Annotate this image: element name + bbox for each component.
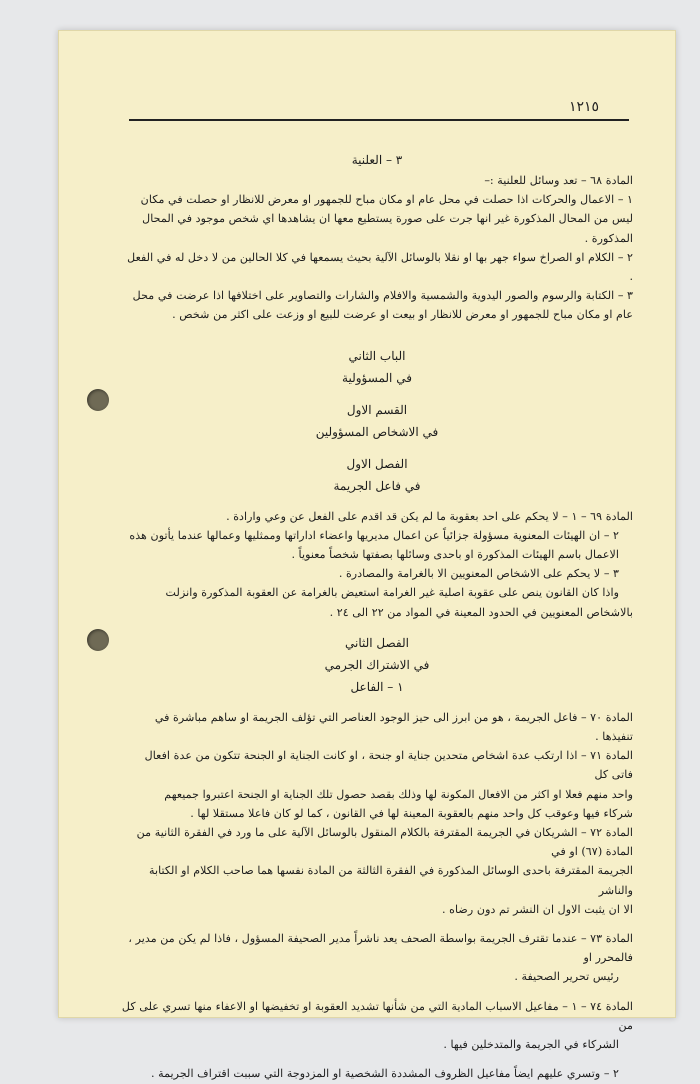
article-74-line: الشركاء في الجريمة والمتدخلين فيها . bbox=[443, 1038, 619, 1052]
article-68-line: ليس من المحال المذكورة غير انها جرت على صورة يستطيع معها ان يشاهدها اي شخص موجود في المحال المذكورة . bbox=[142, 212, 633, 245]
document-page bbox=[58, 30, 676, 1081]
header-rule bbox=[129, 119, 629, 121]
binder-hole bbox=[87, 629, 109, 651]
article-73-line: المادة ٧٣ – عندما تقترف الجريمة بواسطة الصحف يعد ناشراً مدير الصحيفة المسؤول ، فاذا لم يكن من مدير ، فالمحرر او bbox=[128, 932, 633, 965]
article-68-line: ٣ – الكتابة والرسوم والصور اليدوية والشمسية والافلام والشارات والتصاوير على اختلافها اذا عرضت في محل bbox=[132, 289, 633, 303]
article-69-line: بالاشخاص المعنويين في الحدود المعينة في المواد من ٢٢ الى ٢٤ . bbox=[329, 605, 633, 619]
section-heading: الفصل الثاني bbox=[345, 635, 409, 650]
article-72-line: المادة ٧٢ – الشريكان في الجريمة المقترفة بالكلام المنقول بالوسائل الآلية على ما ورد في الفقرة الثانية من المادة (٦٧) او في bbox=[136, 826, 633, 859]
section-title: في الاشتراك الجرمي bbox=[324, 657, 430, 672]
section-title: في فاعل الجريمة bbox=[333, 478, 421, 493]
article-71-line: شركاء فيها وعوقب كل واحد منهم بالعقوبة المعينة لها في القانون ، كما لو كان فاعلا مستقلا لها . bbox=[190, 806, 633, 820]
article-68-line: ١ – الاعمال والحركات اذا حصلت في محل عام او مكان مباح للجمهور او معرض للانظار او حصلت في مكان bbox=[140, 193, 633, 207]
subsection-heading: ١ – الفاعل bbox=[350, 679, 404, 694]
section-heading: الفصل الاول bbox=[346, 456, 408, 471]
article-72-line: الجريمة المقترفة باحدى الوسائل المذكورة في الفقرة الثالثة من المادة نفسها هما صاحب الكلام او الكتابة والناشر bbox=[148, 864, 633, 897]
article-70: المادة ٧٠ – فاعل الجريمة ، هو من ابرز الى حيز الوجود العناصر التي تؤلف الجريمة او ساهم مباشرة في تنفيذها . bbox=[154, 710, 633, 744]
document-body bbox=[121, 149, 633, 1084]
chapter-heading: الباب الثاني bbox=[348, 348, 406, 363]
section-heading: ٣ – العلنية bbox=[351, 153, 403, 167]
article-68-intro: المادة ٦٨ – تعد وسائل للعلنية :– bbox=[484, 174, 633, 187]
article-68-line: عام او مكان مباح للجمهور او معرض للانظار او بيعت او عرضت للبيع او وزعت على اكثر من شخص . bbox=[172, 308, 633, 322]
chapter-title: في المسؤولية bbox=[342, 370, 412, 385]
article-68-line: ٢ – الكلام او الصراخ سواء جهر بها او نقلا بالوسائل الآلية بحيث يسمعها في كلا الحالين من لا دخل له في الفعل . bbox=[127, 250, 633, 284]
page-number: ١٢١٥ bbox=[569, 99, 600, 115]
article-74-line: المادة ٧٤ – ١ – مفاعيل الاسباب المادية التي من شأنها تشديد العقوبة او تخفيضها او الاعفاء منها تسري على كل من bbox=[121, 999, 633, 1032]
article-69-line: واذا كان القانون ينص على عقوبة اصلية غير الغرامة استعيض بالغرامة عن العقوبة المذكورة وانزلت bbox=[165, 586, 619, 600]
part-title: في الاشخاص المسؤولين bbox=[315, 424, 439, 439]
article-69-line: ٢ – ان الهيئات المعنوية مسؤولة جزائياً عن اعمال مديريها واعضاء اداراتها وممثليها وعمالها عندما يأتون هذه bbox=[129, 528, 619, 542]
article-69-line: المادة ٦٩ – ١ – لا يحكم على احد بعقوبة ما لم يكن قد اقدم على الفعل عن وعي وارادة . bbox=[226, 509, 633, 523]
article-73-line: رئيس تحرير الصحيفة . bbox=[514, 970, 619, 984]
article-69-line: الاعمال باسم الهيئات المذكورة او باحدى وسائلها بصفتها شخصاً معنوياً . bbox=[291, 548, 619, 562]
article-71-line: واحد منهم فعلا او اكثر من الافعال المكونة لها وذلك بقصد حصول تلك الجناية او الجنحة اعتبروا جميعهم bbox=[164, 787, 633, 801]
article-74-line: ٢ – وتسري عليهم ايضاً مفاعيل الظروف المشددة الشخصية او المزدوجة التي سببت اقتراف الجريمة . bbox=[150, 1067, 619, 1081]
part-heading: القسم الاول bbox=[346, 402, 408, 417]
article-69-line: ٣ – لا يحكم على الاشخاص المعنويين الا بالغرامة والمصادرة . bbox=[338, 567, 619, 581]
article-72-line: الا ان يثبت الاول ان النشر تم دون رضاه . bbox=[442, 902, 633, 916]
article-71-line: المادة ٧١ – اذا ارتكب عدة اشخاص متحدين جناية او جنحة ، او كانت الجناية او الجنحة تتكون من عدة افعال فاتى كل bbox=[144, 749, 633, 782]
binder-hole bbox=[87, 389, 109, 411]
